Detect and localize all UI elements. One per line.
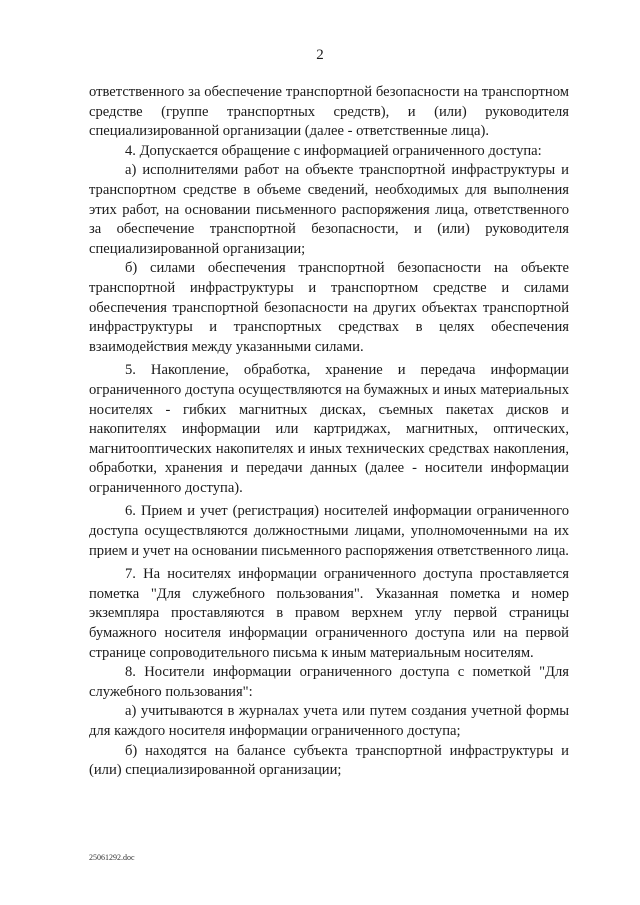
paragraph-item-4: 4. Допускается обращение с информацией ограниченного доступа:: [125, 142, 542, 159]
paragraph-item-4a: а) исполнителями работ на объекте транспортной инфраструктуры и транспортном средстве в объеме сведений, необходимых для выполнения этих работ, на основании письменного распоряжения лица, ответственного за обеспечение транспортной безопасности, и (или) руководителя специализированной организации;: [89, 162, 569, 257]
paragraph-item-8a: а) учитываются в журналах учета или путем создания учетной формы для каждого носителя информации ограниченного доступа;: [89, 703, 569, 739]
document-body: [89, 83, 569, 781]
paragraph-item-7: 7. На носителях информации ограниченного доступа проставляется пометка "Для служебного пользования". Указанная пометка и номер экземпляра проставляются в правом верхнем углу первой страницы бумажного носителя информации ограниченного доступа или на первой странице сопроводительного письма к иным материальным носителям.: [89, 566, 569, 661]
paragraph-item-8b: б) находятся на балансе субъекта транспортной инфраструктуры и (или) специализированной организации;: [89, 742, 569, 779]
paragraph-item-4b: б) силами обеспечения транспортной безопасности на объекте транспортной инфраструктуры и транспортном средстве и силами обеспечения транспортной безопасности на других объектах транспортной инфраструктуры и транспортных средствах в целях обеспечения взаимодействия между указанными силами.: [89, 260, 569, 355]
document-filename: 25061292.doc: [89, 853, 135, 862]
paragraph-item-5: 5. Накопление, обработка, хранение и передача информации ограниченного доступа осуществляются на бумажных и иных материальных носителях - гибких магнитных дисках, съемных пакетах дисков и накопителях информации или картриджах, магнитных, оптических, магнитооптических накопителях и иных технических средствах накопления, обработки, хранения и передачи данных (далее - носители информации ограниченного доступа).: [89, 362, 569, 496]
paragraph-item-6: 6. Прием и учет (регистрация) носителей информации ограниченного доступа осуществляются должностными лицами, уполномоченными на их прием и учет на основании письменного распоряжения ответственного лица.: [89, 503, 569, 559]
page-number: 2: [316, 47, 324, 63]
paragraph-item-8: 8. Носители информации ограниченного доступа с пометкой "Для служебного пользования":: [89, 664, 569, 700]
paragraph-continuation: ответственного за обеспечение транспортной безопасности на транспортном средстве (группе транспортных средств), и (или) руководителя специализированной организации (далее - ответственные лица).: [89, 84, 569, 140]
